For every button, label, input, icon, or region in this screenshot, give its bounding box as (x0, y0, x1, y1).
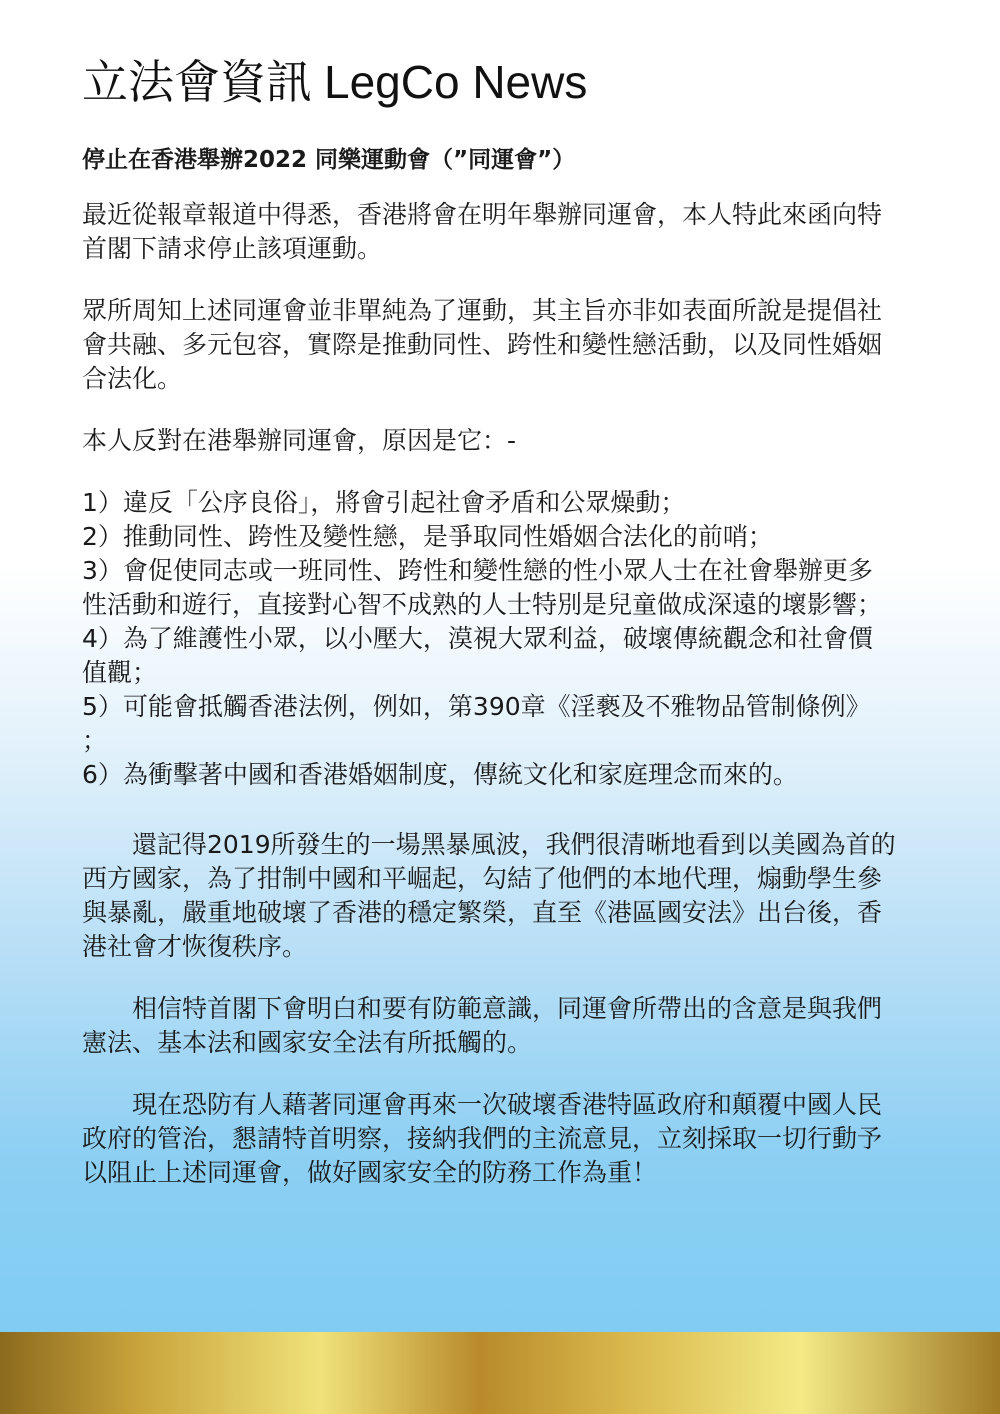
paragraph-intro: 最近從報章報道中得悉，香港將會在明年舉辦同運會，本人特此來函向特首閣下請求停止該項運動。 (82, 200, 883, 263)
gold-footer-bar (0, 1332, 1000, 1414)
reason-item-2: 2）推動同性、跨性及變性戀，是爭取同性婚姻合法化的前哨； (82, 522, 773, 551)
letter-subject: 停止在香港舉辦2022 同樂運動會（”同運會”） (82, 147, 576, 173)
page-header (82, 52, 587, 112)
reason-item-4: 4）為了維護性小眾，以小壓大，漠視大眾利益，破壞傳統觀念和社會價值觀； (82, 624, 873, 687)
reasons-list (82, 486, 897, 792)
letter-body (82, 140, 897, 1218)
paragraph-appeal: 現在恐防有人藉著同運會再來一次破壞香港特區政府和顛覆中國人民政府的管治，懇請特首明察，接納我們的主流意見，立刻採取一切行動予以阻止上述同運會，做好國家安全的防務工作為重！ (82, 1090, 883, 1187)
reason-item-6: 6）為衝擊著中國和香港婚姻制度，傳統文化和家庭理念而來的。 (82, 760, 798, 789)
paragraph-awareness: 相信特首閣下會明白和要有防範意識，同運會所帶出的含意是與我們憲法、基本法和國家安全法有所抵觸的。 (82, 994, 883, 1057)
paragraph-background: 眾所周知上述同運會並非單純為了運動，其主旨亦非如表面所說是提倡社會共融、多元包容，實際是推動同性、跨性和變性戀活動，以及同性婚姻合法化。 (82, 296, 883, 393)
paragraph-2019-unrest: 還記得2019所發生的一場黑暴風波，我們很清晰地看到以美國為首的西方國家，為了拑制中國和平崛起，勾結了他們的本地代理，煽動學生參與暴亂，嚴重地破壞了香港的穩定繁榮，直至《港區國安法》出台後，香港社會才恢復秩序。 (82, 830, 896, 961)
reason-item-3: 3）會促使同志或一班同性、跨性和變性戀的性小眾人士在社會舉辦更多性活動和遊行，直接對心智不成熟的人士特別是兒童做成深遠的壞影響； (82, 556, 883, 619)
reason-item-1: 1）違反「公序良俗」，將會引起社會矛盾和公眾燥動； (82, 488, 686, 517)
paragraph-reasons-lead: 本人反對在港舉辦同運會，原因是它：- (82, 426, 517, 455)
header-title-en: LegCo News (324, 56, 588, 108)
header-title-zh: 立法會資訊 (82, 55, 312, 109)
reason-item-5: 5）可能會抵觸香港法例，例如，第390章《淫褻及不雅物品管制條例》 ； (82, 692, 871, 755)
